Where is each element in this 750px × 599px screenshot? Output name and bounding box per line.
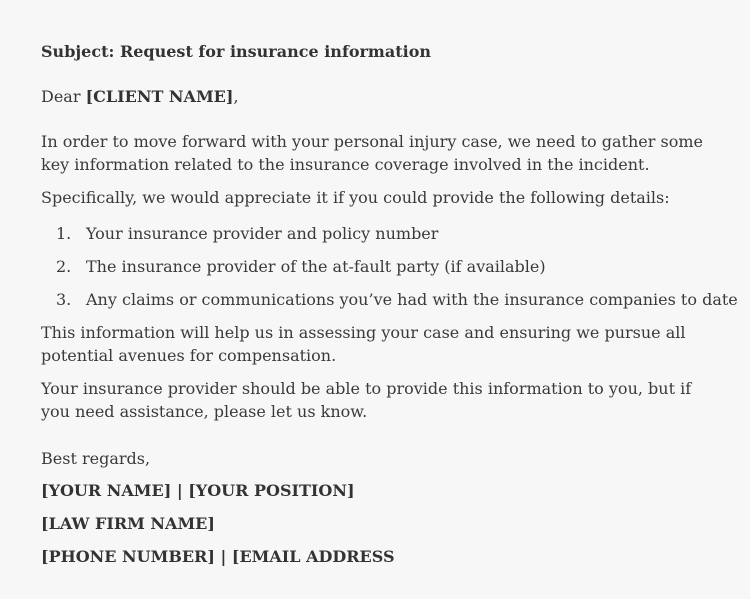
subject-line: Subject: Request for insurance information <box>41 42 431 61</box>
list-item-text: Any claims or communications you’ve had with the insurance companies to date <box>86 290 738 309</box>
list-item-text: Your insurance provider and policy number <box>86 224 439 243</box>
greeting-prefix: Dear <box>41 87 86 106</box>
list-item <box>41 255 546 278</box>
list-item <box>41 288 738 311</box>
signature-name-position: [YOUR NAME] | [YOUR POSITION] <box>41 481 355 500</box>
assist-paragraph: Your insurance provider should be able to provide this information to you, but if you need assistance, please let us know. <box>41 379 692 421</box>
greeting <box>41 85 239 108</box>
list-item-number: 3. <box>56 290 72 309</box>
client-name-placeholder: [CLIENT NAME] <box>85 87 234 106</box>
closing-line: Best regards, <box>41 449 151 468</box>
signature-firm: [LAW FIRM NAME] <box>41 514 215 533</box>
list-item-number: 2. <box>56 257 72 276</box>
list-item-text: The insurance provider of the at-fault party (if available) <box>86 257 546 276</box>
request-paragraph: Specifically, we would appreciate it if you could provide the following details: <box>41 188 670 207</box>
help-paragraph: This information will help us in assessing your case and ensuring we pursue all potential avenues for compensation. <box>41 323 686 365</box>
list-item <box>41 222 438 245</box>
list-item-number: 1. <box>56 224 72 243</box>
signature-contact: [PHONE NUMBER] | [EMAIL ADDRESS <box>41 547 395 566</box>
intro-paragraph: In order to move forward with your personal injury case, we need to gather some key information related to the insurance coverage involved in the incident. <box>41 132 703 174</box>
greeting-suffix: , <box>233 87 239 106</box>
